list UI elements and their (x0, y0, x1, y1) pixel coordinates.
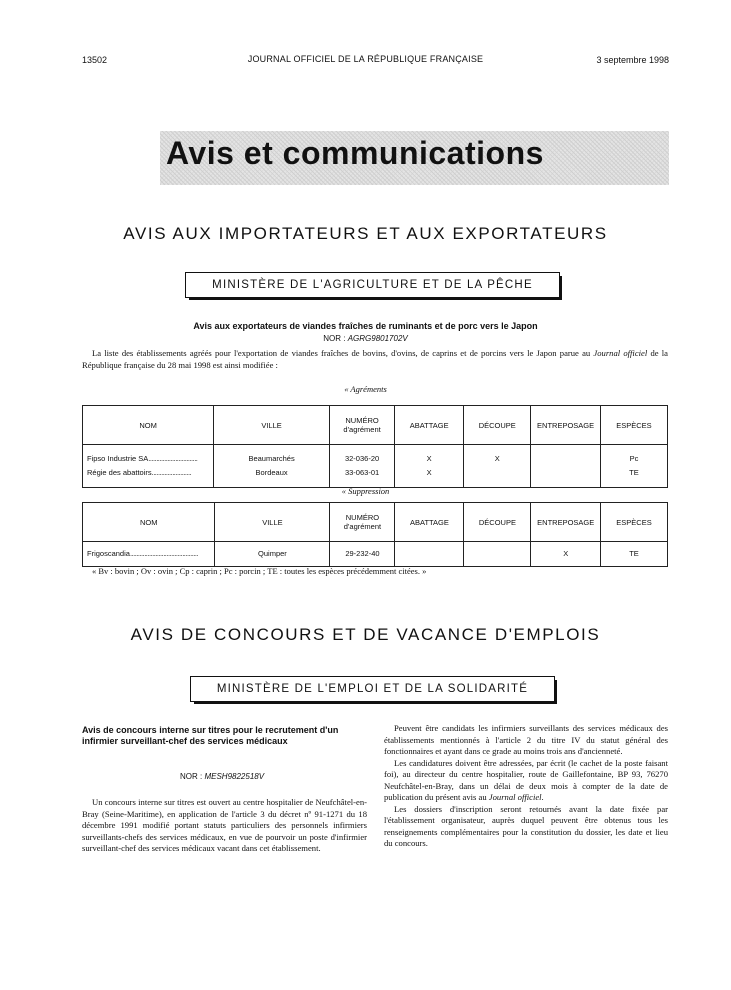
table-header-row (83, 503, 668, 542)
nor-reference (180, 772, 264, 781)
paragraph: Les candidatures doivent être adressées, par écrit (le cachet de la poste faisant foi), au directeur du centre hospitalier, route de Gaillefontaine, BP 93, 76270 Neufchâtel-en-Bray, dans un délai de deux mois à compter de la date de publication du présent avis au Journal officiel. (384, 757, 668, 802)
journal-title: JOURNAL OFFICIEL DE LA RÉPUBLIQUE FRANÇAISE (247, 54, 484, 64)
table-row (83, 465, 668, 479)
cell-entreposage (531, 465, 601, 479)
nor-code: MESH9822518V (204, 772, 265, 781)
cell-abattage: X (395, 451, 464, 465)
nor-label: NOR : (180, 772, 203, 781)
nor-reference (0, 334, 731, 343)
suppression-table (82, 502, 668, 567)
column-header: ENTREPOSAGE (531, 406, 601, 445)
caption-agrements: « Agréments (344, 384, 387, 394)
agrements-table (82, 405, 668, 488)
column-header: NUMÉRO d'agrément (330, 503, 395, 542)
column-header: ESPÈCES (601, 503, 668, 542)
cell-entreposage (531, 451, 601, 465)
cell-ville: Beaumarchés (214, 451, 330, 465)
table-row (83, 451, 668, 465)
cell-decoupe (464, 465, 531, 479)
table-row (83, 546, 668, 560)
column-header: VILLE (214, 406, 330, 445)
cell-decoupe (464, 546, 531, 560)
page-number: 13502 (82, 55, 108, 65)
notice-title: Avis de concours interne sur titres pour le recrutement d'un infirmier surveillant-chef des services médicaux (82, 725, 339, 746)
ministry-box (185, 272, 560, 298)
cell-ville: Quimper (215, 546, 330, 560)
banner-title: Avis et communications (166, 135, 544, 171)
column-header: NOM (83, 503, 215, 542)
cell-abattage: X (395, 465, 464, 479)
journal-reference: Journal officiel (488, 792, 542, 802)
body-text: La liste des établissements agréés pour l'exportation de viandes fraîches de bovins, d'ovins, de caprins et de porcins vers le Japon parue au (92, 348, 594, 358)
column-header: ABATTAGE (395, 406, 464, 445)
cell-nom: Fipso Industrie SA............................... (87, 453, 198, 463)
cell-especes: TE (600, 465, 667, 479)
right-column (384, 723, 668, 850)
ministry-label: MINISTÈRE DE L'AGRICULTURE ET DE LA PÊCHE (212, 279, 533, 291)
column-header: VILLE (215, 503, 330, 542)
cell-nom: Frigoscandia........................................... (87, 548, 199, 558)
table-header-row (83, 406, 668, 445)
column-header: NUMÉRO d'agrément (330, 406, 395, 445)
column-header: DÉCOUPE (464, 503, 531, 542)
cell-entreposage: X (531, 546, 601, 560)
ministry-box (190, 676, 555, 702)
cell-especes: Pc (600, 451, 667, 465)
paragraph: Peuvent être candidats les infirmiers surveillants des services médicaux des établissements mentionnés à l'article 2 du titre IV du statut général des fonctionnaires et ayant dans ce grade au moins trois ans d'ancienneté. (384, 723, 668, 756)
cell-numero: 29-232-40 (330, 546, 395, 560)
paragraph: Un concours interne sur titres est ouvert au centre hospitalier de Neufchâtel-en-Bray (Seine-Maritime), en application de l'article 3 du décret nº 91-1271 du 18 décembre 1991 modifié portant statuts particuliers des personnels infirmiers surveillants-chefs des services médicaux, en vue de pourvoir un poste d'infirmier surveillant-chef des services médicaux vacant dans cet établissement. (82, 797, 367, 853)
column-header: ABATTAGE (395, 503, 464, 542)
column-header: ENTREPOSAGE (531, 503, 601, 542)
ministry-label: MINISTÈRE DE L'EMPLOI ET DE LA SOLIDARITÉ (216, 683, 529, 695)
nor-code: AGRG9801702V (347, 334, 408, 343)
cell-numero: 32-036-20 (330, 451, 395, 465)
cell-ville: Bordeaux (214, 465, 330, 479)
caption-suppression: « Suppression (341, 486, 390, 496)
section-heading: AVIS DE CONCOURS ET DE VACANCE D'EMPLOIS (130, 625, 601, 644)
section-heading: AVIS AUX IMPORTATEURS ET AUX EXPORTATEURS (123, 224, 608, 243)
cell-abattage (395, 546, 464, 560)
left-column (82, 797, 367, 855)
cell-decoupe: X (464, 451, 531, 465)
cell-nom: Régie des abattoirs......................... (87, 467, 192, 477)
nor-label: NOR : (323, 334, 346, 343)
page-date: 3 septembre 1998 (596, 55, 669, 65)
column-header: ESPÈCES (600, 406, 667, 445)
cell-numero: 33-063-01 (330, 465, 395, 479)
column-header: NOM (83, 406, 214, 445)
banner (160, 131, 669, 185)
cell-especes: TE (601, 546, 668, 560)
notice-title: Avis aux exportateurs de viandes fraîches de ruminants et de porc vers le Japon (193, 321, 538, 331)
abbreviations-note: « Bv : bovin ; Ov : ovin ; Cp : caprin ; Pc : porcin ; TE : toutes les espèces précédemment citées. » (92, 566, 427, 576)
paragraph: Les dossiers d'inscription seront retournés avant la date fixée par l'établissement organisateur, auprès duquel peuvent être obtenus tous les renseignements complémentaires pour la constitution du dossier, les date et lieu du concours. (384, 803, 668, 848)
body-text-end: de la République française du 28 mai 1998 est ainsi modifiée : (82, 348, 668, 370)
column-header: DÉCOUPE (464, 406, 531, 445)
notice-body (82, 348, 668, 371)
journal-reference: Journal officiel (593, 348, 648, 358)
